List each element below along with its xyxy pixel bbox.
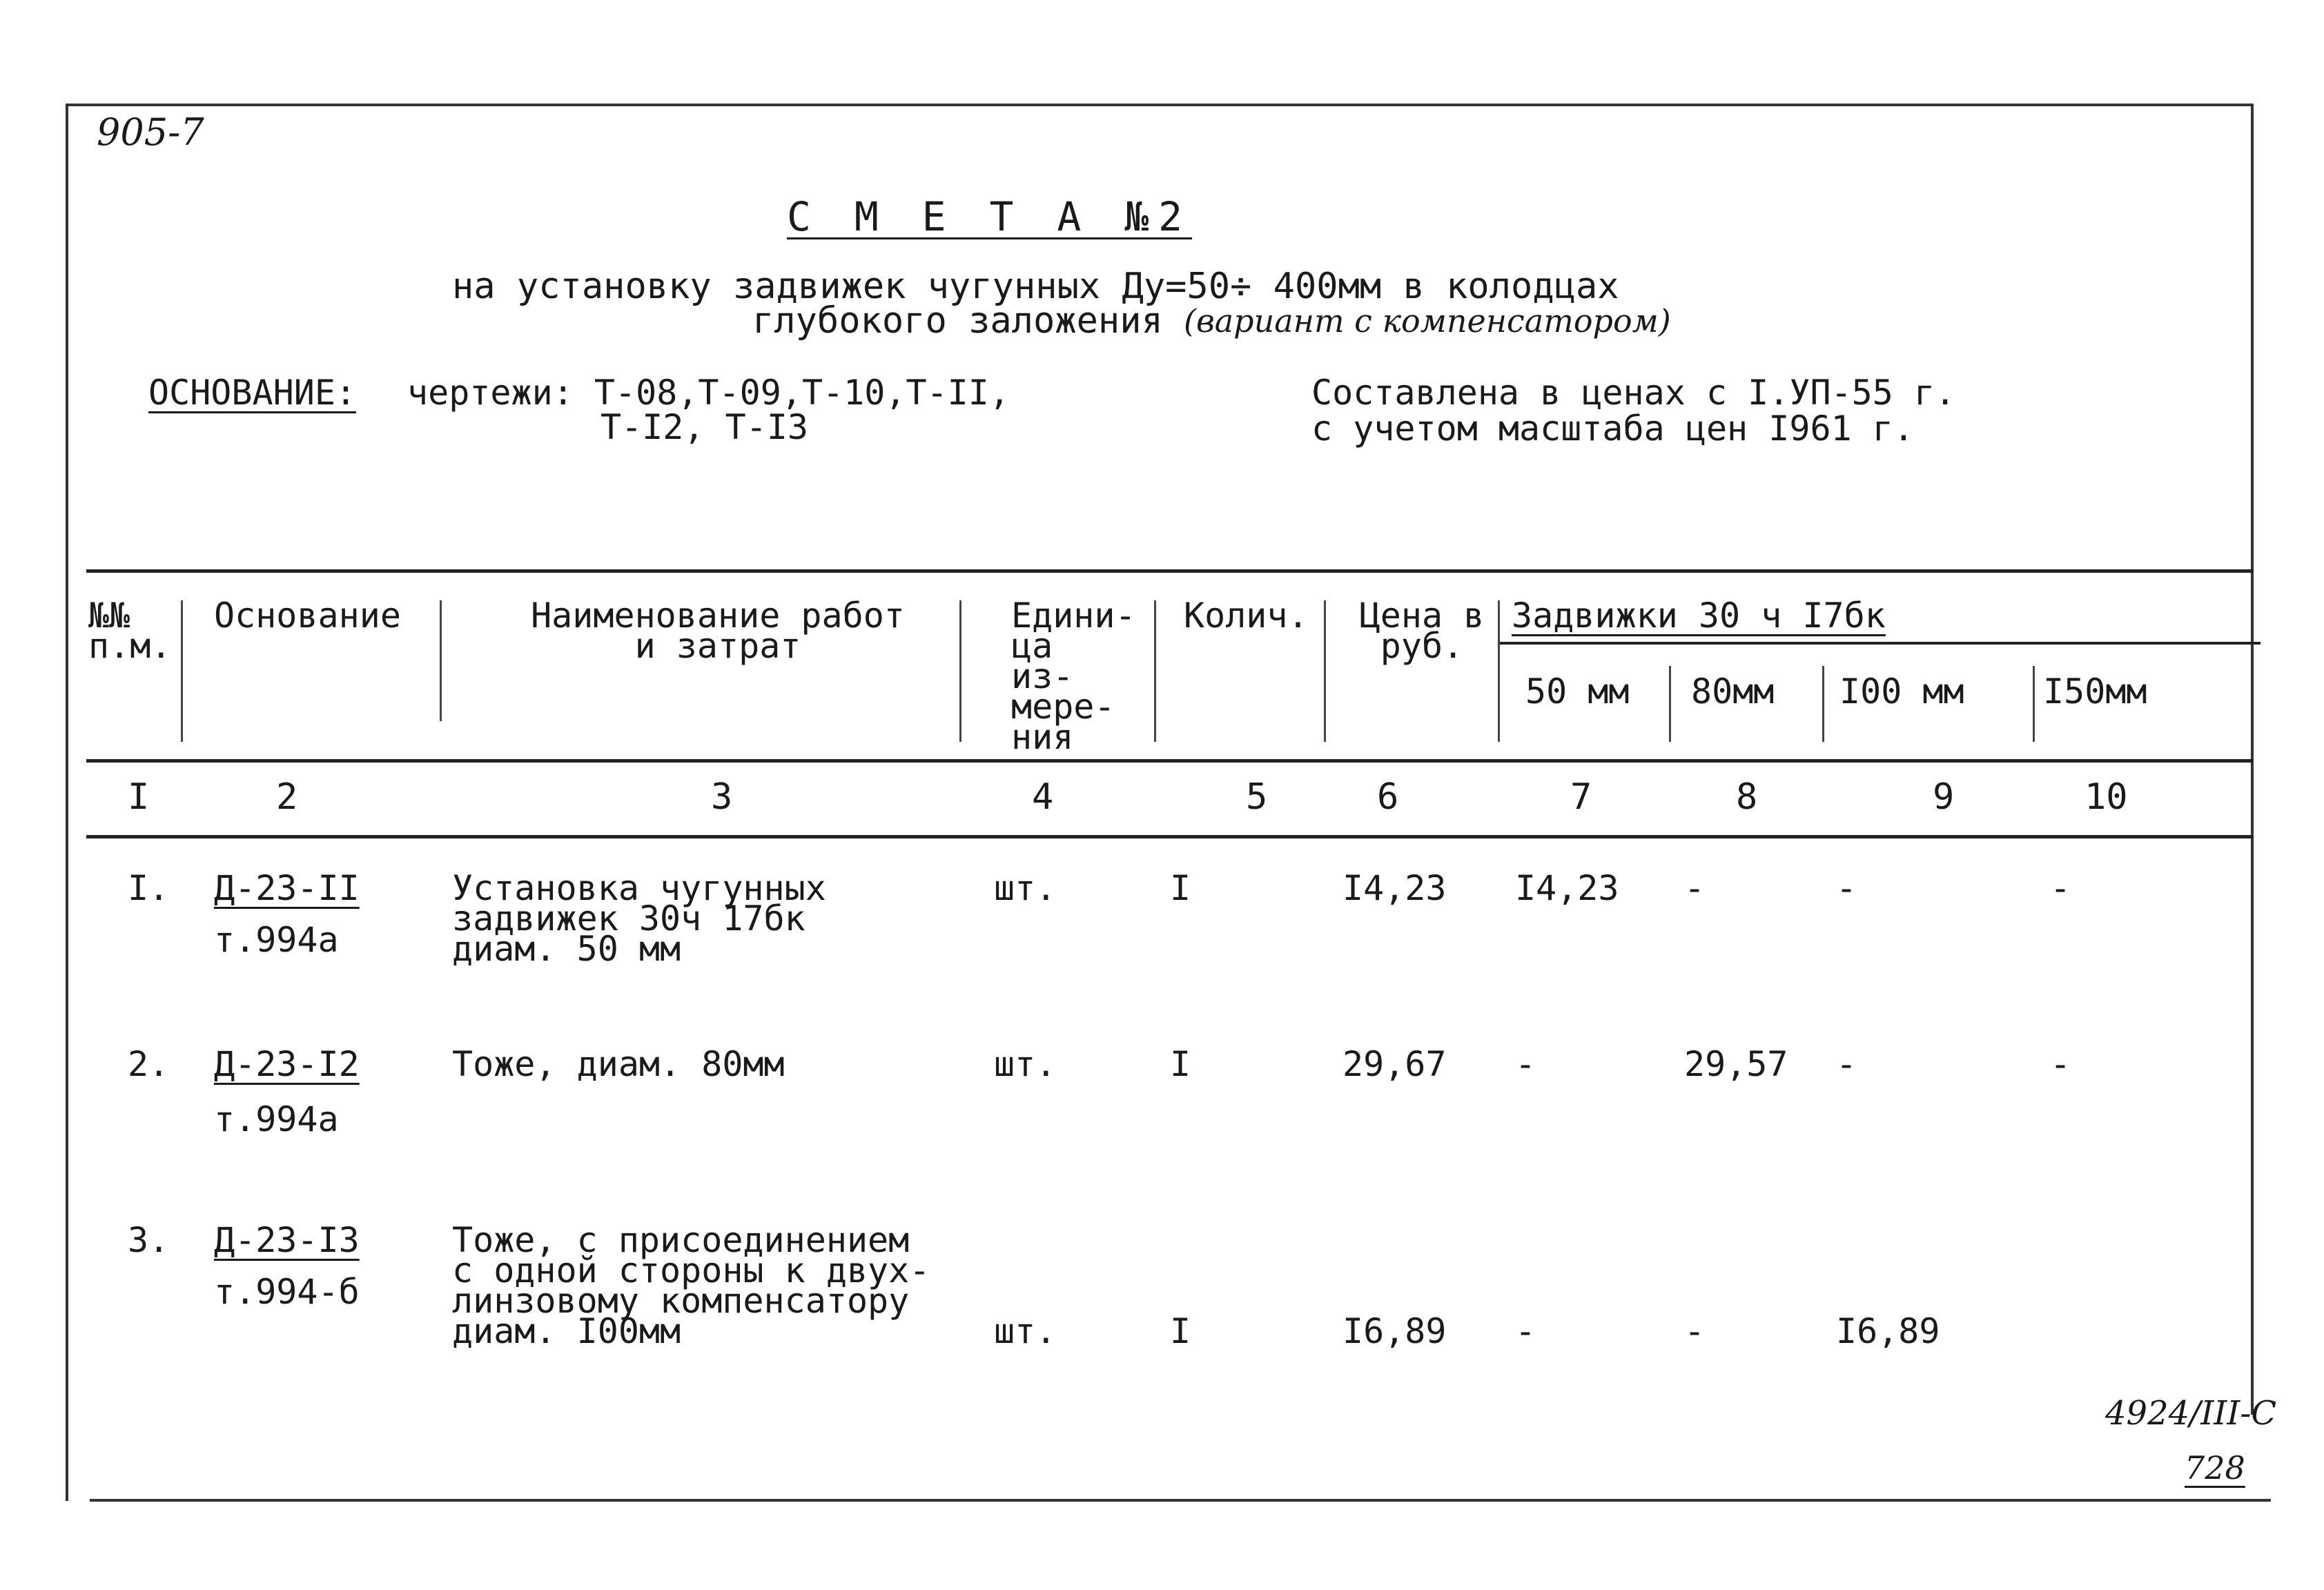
row1-price: I4,23 [1342, 868, 1447, 908]
prices-line2: с учетом масштаба цен I961 г. [1311, 409, 1914, 449]
frame-top [66, 104, 2254, 106]
row1-name-line3: диам. 50 мм [452, 929, 681, 969]
row2-80mm: 29,57 [1684, 1044, 1788, 1084]
row3-basis: Д-23-I3 [214, 1220, 360, 1260]
row1-qty: I [1170, 868, 1191, 908]
header-num: №№ п.м. [88, 596, 172, 666]
header-80mm: 80мм [1691, 671, 1775, 711]
row2-basis: Д-23-I2 [214, 1044, 360, 1084]
row3-num: 3. [128, 1220, 170, 1260]
header-basis: Основание [214, 596, 401, 636]
colnum-7: 7 [1570, 776, 1592, 818]
row2-price: 29,67 [1342, 1044, 1447, 1084]
col-sep-8 [1822, 666, 1824, 742]
row3-unit: шт. [994, 1311, 1057, 1351]
row2-50mm: - [1515, 1044, 1536, 1084]
row1-name-line1: Установка чугунных [452, 868, 826, 908]
row2-basis-sub: т.994а [214, 1099, 339, 1139]
row1-basis-sub: т.994а [214, 920, 339, 960]
colnum-8: 8 [1736, 776, 1758, 818]
colnum-2: 2 [276, 776, 298, 818]
row2-100mm: - [1836, 1044, 1857, 1084]
subtitle-line1: на установку задвижек чугунных Ду=50÷ 400мм в колодцах [452, 266, 1619, 307]
header-bottom-line [86, 759, 2254, 763]
row1-150mm: - [2050, 868, 2071, 908]
header-unit: Едини- ца из- мере- ния [1011, 596, 1136, 757]
col-sep-2 [440, 600, 442, 721]
row3-100mm: I6,89 [1836, 1311, 1940, 1351]
row2-num: 2. [128, 1044, 170, 1084]
row2-name-line1: Тоже, диам. 80мм [452, 1044, 785, 1084]
row3-50mm: - [1515, 1311, 1536, 1351]
col-sep-3 [959, 600, 961, 742]
header-name: Наименование работ и затрат [531, 596, 905, 666]
row3-qty: I [1170, 1311, 1191, 1351]
row3-name-line4: диам. I00мм [452, 1311, 681, 1351]
col-sep-9 [2033, 666, 2035, 742]
row3-name-line3: линзовому компенсатору [452, 1281, 910, 1321]
row3-price: I6,89 [1342, 1311, 1447, 1351]
col-sep-7 [1669, 666, 1671, 742]
col-sep-5 [1324, 600, 1326, 742]
colnum-5: 5 [1246, 776, 1268, 818]
header-100mm: I00 мм [1839, 671, 1964, 711]
row3-name-line2: с одной стороны к двух- [452, 1250, 930, 1290]
basis-label: ОСНОВАНИЕ: [148, 373, 357, 413]
subtitle-handwritten: (вариант с компенсатором) [1184, 302, 1671, 340]
row1-unit: шт. [994, 868, 1057, 908]
header-50mm: 50 мм [1525, 671, 1630, 711]
subtitle-line2: глубокого заложения [752, 300, 1163, 342]
row1-80mm: - [1684, 868, 1706, 908]
row1-basis: Д-23-II [214, 868, 360, 908]
header-price: Цена в руб. [1359, 596, 1485, 666]
col-sep-1 [181, 600, 183, 742]
doc-code: 905-7 [97, 110, 204, 154]
colnum-bottom-line [86, 835, 2254, 838]
frame-bottom [90, 1499, 2271, 1502]
row1-name-line2: задвижек 30ч 17бк [452, 899, 805, 939]
frame-left [66, 104, 68, 1501]
colnum-9: 9 [1933, 776, 1955, 818]
colnum-4: 4 [1032, 776, 1054, 818]
row2-qty: I [1170, 1044, 1191, 1084]
colnum-6: 6 [1377, 776, 1399, 818]
row1-100mm: - [1836, 868, 1857, 908]
header-qty: Колич. [1184, 596, 1309, 636]
col-sep-4 [1154, 600, 1156, 742]
row3-name-line1: Тоже, с присоединением [452, 1220, 910, 1260]
colnum-1: I [128, 776, 150, 818]
row1-50mm: I4,23 [1515, 868, 1619, 908]
row3-basis-sub: т.994-б [214, 1272, 360, 1312]
row1-num: I. [128, 868, 170, 908]
colnum-10: 10 [2084, 776, 2128, 818]
stamp-page: 728 [2185, 1449, 2245, 1486]
basis-drawings-line2: Т-I2, Т-I3 [600, 407, 809, 447]
table-top-line [86, 569, 2254, 573]
prices-line1: Составлена в ценах с I.УП-55 г. [1311, 373, 1956, 413]
row2-unit: шт. [994, 1044, 1057, 1084]
col-sep-6 [1498, 600, 1500, 742]
row3-80mm: - [1684, 1311, 1706, 1351]
page-title: С М Е Т А №2 [787, 193, 1193, 240]
row2-150mm: - [2050, 1044, 2071, 1084]
basis-drawings-line1: чертежи: Т-08,Т-09,Т-10,Т-II, [407, 373, 1010, 413]
header-150mm: I50мм [2043, 671, 2147, 711]
colnum-3: 3 [711, 776, 733, 818]
stamp-code: 4924/III-С [2105, 1394, 2277, 1433]
header-group: Задвижки 30 ч I7бк [1512, 596, 1886, 636]
group-header-line [1498, 642, 2260, 645]
